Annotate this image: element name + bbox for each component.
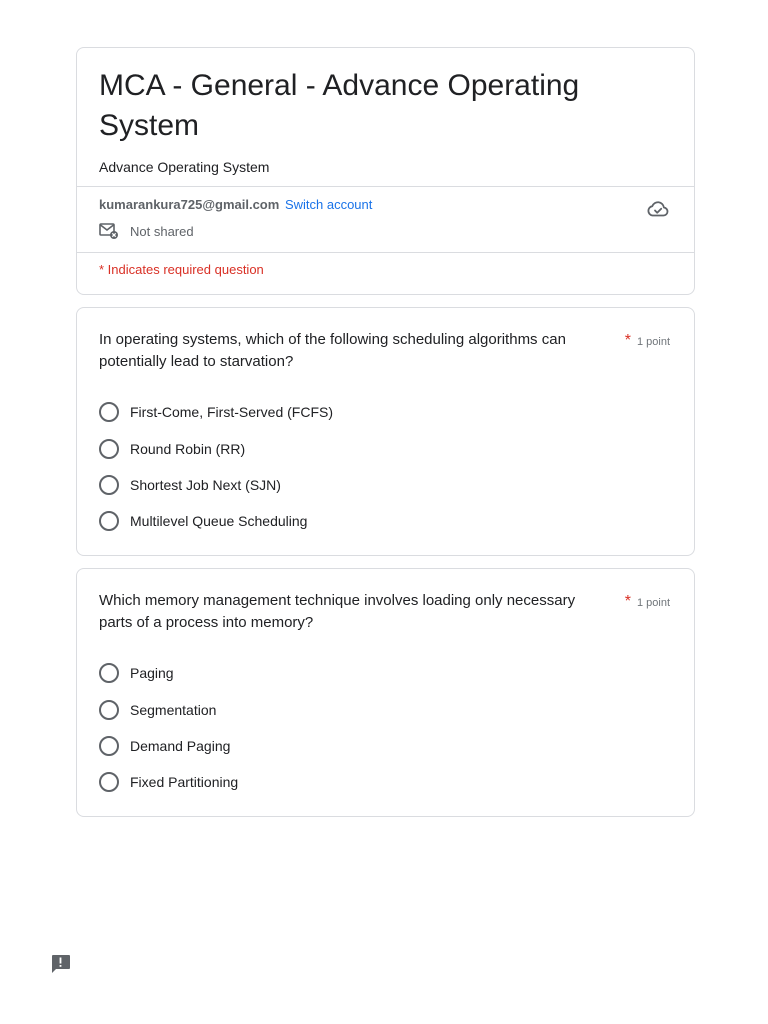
radio-button[interactable] [99,511,119,531]
required-asterisk: * [624,593,631,610]
option-label: Round Robin (RR) [130,440,246,457]
radio-group [99,655,659,801]
radio-option[interactable] [99,691,659,727]
mail-not-shared-icon [99,222,119,240]
option-label: Shortest Job Next (SJN) [130,476,281,493]
question-points: 1 point [636,597,670,609]
radio-group [99,394,659,540]
radio-button[interactable] [99,700,119,720]
sharing-status-row [99,222,194,240]
option-label: First-Come, First-Served (FCFS) [130,404,333,421]
option-label: Paging [130,665,174,682]
option-label: Demand Paging [130,737,231,754]
required-question-note: * Indicates required question [99,262,264,277]
option-label: Fixed Partitioning [130,774,239,791]
radio-option[interactable] [99,655,659,691]
radio-option[interactable] [99,394,659,430]
radio-button[interactable] [99,439,119,459]
sharing-status-text: Not shared [130,223,194,239]
radio-option[interactable] [99,467,659,503]
radio-button[interactable] [99,663,119,683]
question-meta [625,332,670,350]
header-divider-2 [77,252,694,253]
question-points: 1 point [636,336,670,348]
header-divider [77,186,694,187]
option-label: Multilevel Queue Scheduling [130,513,308,530]
feedback-icon[interactable] [50,953,71,974]
question-card-1 [76,307,695,556]
cloud-done-icon [646,198,670,218]
switch-account-link[interactable]: Switch account [284,197,373,212]
radio-button[interactable] [99,736,119,756]
form-title: MCA - General - Advance Operating System [99,69,580,142]
form-header-card [76,47,695,295]
radio-button[interactable] [99,402,119,422]
account-row [99,196,372,214]
question-card-2 [76,568,695,817]
radio-button[interactable] [99,772,119,792]
account-email: kumarankura725@gmail.com [99,197,280,212]
radio-option[interactable] [99,728,659,764]
form-description: Advance Operating System [99,159,270,175]
radio-option[interactable] [99,503,659,539]
radio-button[interactable] [99,475,119,495]
required-asterisk: * [624,332,631,349]
question-meta [625,593,670,611]
question-text: In operating systems, which of the following scheduling algorithms can potentially lead to starvation? [99,331,566,370]
question-text: Which memory management technique involves loading only necessary parts of a process into memory? [99,592,576,631]
option-label: Segmentation [130,701,217,718]
radio-option[interactable] [99,430,659,466]
radio-option[interactable] [99,764,659,800]
